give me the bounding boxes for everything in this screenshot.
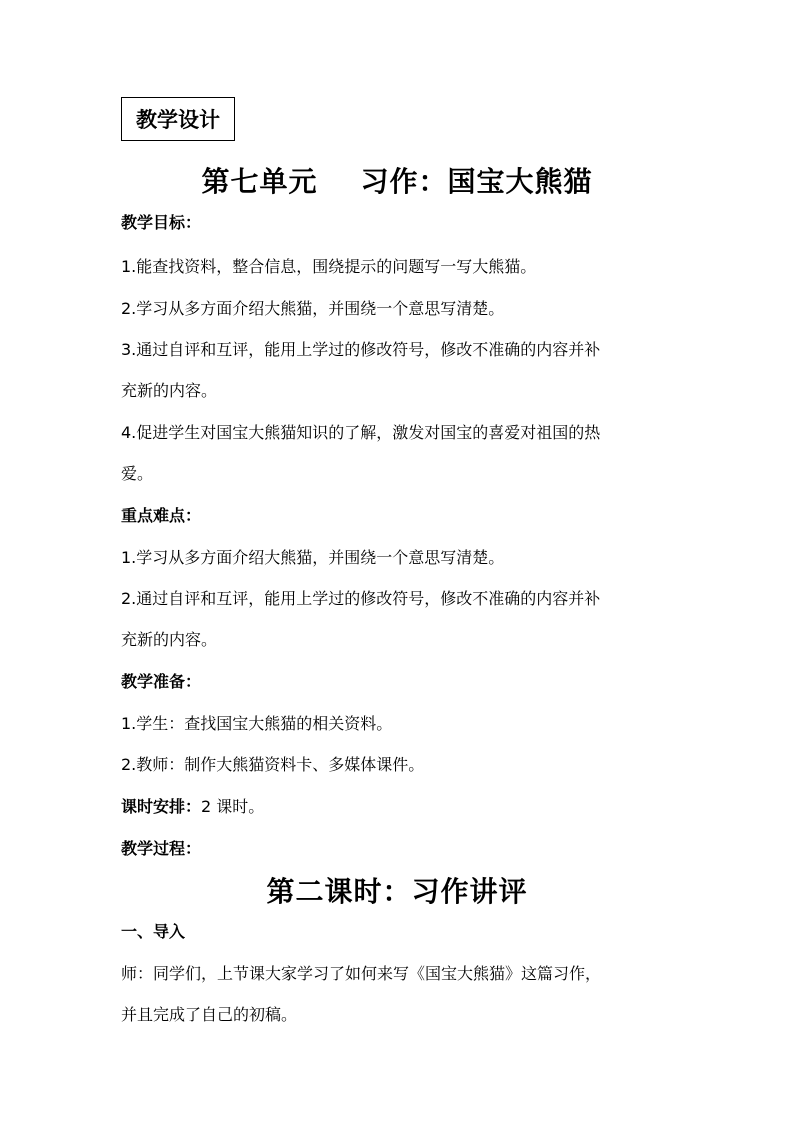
objective-line: 4.促进学生对国宝大熊猫知识的了解，激发对国宝的喜爱对祖国的热	[121, 423, 601, 442]
schedule-value: 2 课时。	[201, 797, 265, 816]
intro-heading: 一、导入	[121, 922, 186, 941]
objective-line: 2.学习从多方面介绍大熊猫，并围绕一个意思写清楚。	[121, 299, 505, 318]
preparation-line: 1.学生：查找国宝大熊猫的相关资料。	[121, 714, 393, 733]
intro-line: 并且完成了自己的初稿。	[121, 1005, 298, 1024]
intro-line: 师：同学们，上节课大家学习了如何来写《国宝大熊猫》这篇习作，	[121, 964, 602, 983]
key-point-line: 2.通过自评和互评，能用上学过的修改符号，修改不准确的内容并补	[121, 589, 601, 608]
key-points-heading: 重点难点：	[121, 506, 202, 525]
objective-line: 充新的内容。	[121, 381, 218, 400]
key-point-line: 充新的内容。	[121, 630, 218, 649]
teaching-design-tag: 教学设计	[121, 97, 235, 141]
process-heading: 教学过程：	[121, 839, 202, 858]
objective-line: 爱。	[121, 464, 154, 483]
objectives-heading: 教学目标：	[121, 213, 202, 232]
objective-line: 3.通过自评和互评，能用上学过的修改符号，修改不准确的内容并补	[121, 340, 601, 359]
preparation-heading: 教学准备：	[121, 672, 202, 691]
key-point-line: 1.学习从多方面介绍大熊猫，并围绕一个意思写清楚。	[121, 548, 505, 567]
schedule-line	[121, 794, 264, 817]
preparation-line: 2.教师：制作大熊猫资料卡、多媒体课件。	[121, 755, 425, 774]
objective-line: 1.能查找资料，整合信息，围绕提示的问题写一写大熊猫。	[121, 257, 537, 276]
unit-title: 第七单元 习作：国宝大熊猫	[201, 165, 593, 198]
schedule-label: 课时安排：	[121, 797, 202, 816]
lesson-title: 第二课时：习作讲评	[266, 875, 528, 908]
